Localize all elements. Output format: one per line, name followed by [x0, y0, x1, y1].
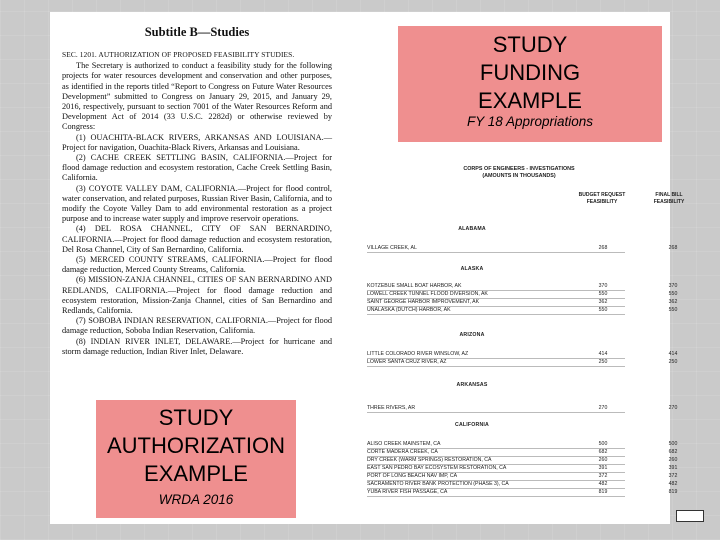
project-name: THREE RIVERS, AR	[367, 405, 416, 411]
project-name: LITTLE COLORADO RIVER WINSLOW, AZ	[367, 351, 469, 357]
table-title	[454, 166, 584, 180]
callout-line: STUDY	[492, 32, 568, 57]
project-name: PORT OF LONG BEACH NAV IMP, CA	[367, 473, 458, 479]
project-name: EAST SAN PEDRO BAY ECOSYSTEM RESTORATION, CA	[367, 465, 507, 471]
column-header-final-line1: FINAL BILL	[655, 192, 683, 198]
final-bill-value: 682	[668, 449, 678, 455]
law-intro: The Secretary is authorized to conduct a feasibility study for the following projects for water resources development and conservation and other purposes, as identified in the reports titled “Report to Congress on Future Water Resources Development” submitted to Congress on January 29, 2015, and January 29, 2016, respectively, pursuant to section 7001 of the Water Resources Reform and Development Act of 2014 (33 U.S.C. 2282d) or otherwise reviewed by Congress:	[62, 61, 332, 132]
project-name: LOWER SANTA CRUZ RIVER, AZ	[367, 359, 447, 365]
law-subtitle: Subtitle B—Studies	[144, 25, 250, 39]
table-row	[367, 480, 687, 488]
row-divider	[367, 366, 625, 367]
section-heading: SEC. 1201. AUTHORIZATION OF PROPOSED FEASIBILITY STUDIES.	[62, 50, 295, 59]
column-header-final-line2: FEASIBILITY	[653, 198, 685, 205]
column-header-final	[647, 192, 691, 205]
appropriations-table	[362, 158, 692, 518]
row-divider	[367, 412, 625, 413]
budget-request-value: 270	[598, 405, 608, 411]
project-name: YUBA RIVER FISH PASSAGE, CA	[367, 489, 448, 495]
state-heading: ARKANSAS	[456, 382, 488, 388]
callout-line: AUTHORIZATION	[106, 433, 286, 458]
study-funding-caption: FY 18 Appropriations	[466, 114, 594, 129]
final-bill-value: 550	[668, 291, 678, 297]
final-bill-value: 414	[668, 351, 678, 357]
final-bill-value: 819	[668, 489, 678, 495]
budget-request-value: 550	[598, 307, 608, 313]
study-authorization-title	[96, 404, 296, 488]
law-item: (1) OUACHITA-BLACK RIVERS, ARKANSAS AND LOUISIANA.—Project for navigation, Ouachita-Black Rivers, Arkansas and Louisiana.	[62, 132, 332, 152]
state-heading: ARIZONA	[459, 332, 485, 338]
row-divider	[367, 252, 625, 253]
project-name: DRY CREEK (WARM SPRINGS) RESTORATION, CA	[367, 457, 492, 463]
project-name: SAINT GEORGE HARBOR IMPROVEMENT, AK	[367, 299, 480, 305]
budget-request-value: 682	[598, 449, 608, 455]
final-bill-value: 260	[668, 457, 678, 463]
table-title-text: CORPS OF ENGINEERS - INVESTIGATIONS	[463, 166, 575, 172]
law-item: (4) DEL ROSA CHANNEL, CITY OF SAN BERNARDINO, CALIFORNIA.—Project for flood damage reduction and ecosystem restoration, Del Rosa Channel, City of San Bernardino, California.	[62, 224, 332, 254]
budget-request-value: 482	[598, 481, 608, 487]
budget-request-value: 414	[598, 351, 608, 357]
project-name: SACRAMENTO RIVER BANK PROTECTION (PHASE 3), CA	[367, 481, 509, 487]
budget-request-value: 260	[598, 457, 608, 463]
table-row	[367, 456, 687, 464]
table-row	[367, 448, 687, 456]
page-stamp-icon	[676, 510, 704, 522]
budget-request-value: 250	[598, 359, 608, 365]
final-bill-value: 370	[668, 283, 678, 289]
project-name: UNALASKA (DUTCH) HARBOR, AK	[367, 307, 451, 313]
project-name: CORTE MADERA CREEK, CA	[367, 449, 438, 455]
law-item: (8) INDIAN RIVER INLET, DELAWARE.—Project for hurricane and storm damage reduction, Indian River Inlet, Delaware.	[62, 336, 332, 356]
final-bill-value: 250	[668, 359, 678, 365]
table-row	[367, 306, 687, 314]
final-bill-value: 362	[668, 299, 678, 305]
budget-request-value: 370	[598, 283, 608, 289]
project-name: LOWELL CREEK TUNNEL FLOOD DIVERSION, AK	[367, 291, 488, 297]
project-name: KOTZEBUE SMALL BOAT HARBOR, AK	[367, 283, 462, 289]
column-header-budget	[572, 192, 632, 205]
column-header-budget-line1: BUDGET REQUEST	[578, 192, 626, 198]
project-name: VILLAGE CREEK, AL	[367, 245, 417, 251]
table-row	[367, 290, 687, 298]
final-bill-value: 500	[668, 441, 678, 447]
budget-request-value: 500	[598, 441, 608, 447]
callout-line: STUDY	[158, 405, 234, 430]
final-bill-value: 550	[668, 307, 678, 313]
final-bill-value: 270	[668, 405, 678, 411]
callout-line: FUNDING	[479, 60, 581, 85]
row-divider	[367, 496, 625, 497]
table-row	[367, 350, 687, 358]
callout-line: EXAMPLE	[478, 88, 582, 113]
table-row	[367, 464, 687, 472]
column-header-budget-line2: FEASIBILITY	[586, 198, 618, 205]
budget-request-value: 819	[598, 489, 608, 495]
table-row	[367, 404, 687, 412]
study-funding-callout	[398, 26, 662, 142]
state-heading: ALABAMA	[458, 226, 486, 232]
row-divider	[367, 314, 625, 315]
table-row	[367, 244, 687, 252]
budget-request-value: 550	[598, 291, 608, 297]
state-heading: ALASKA	[460, 266, 484, 272]
budget-request-value: 372	[598, 473, 608, 479]
table-row	[367, 298, 687, 306]
budget-request-value: 362	[598, 299, 608, 305]
final-bill-value: 482	[668, 481, 678, 487]
law-item: (2) CACHE CREEK SETTLING BASIN, CALIFORNIA.—Project for flood damage reduction and ecosystem restoration, Cache Creek Settling Basin, California.	[62, 153, 332, 183]
table-row	[367, 440, 687, 448]
callout-line: EXAMPLE	[144, 461, 248, 486]
final-bill-value: 391	[668, 465, 678, 471]
final-bill-value: 372	[668, 473, 678, 479]
state-heading: CALIFORNIA	[455, 422, 489, 428]
project-name: ALISO CREEK MAINSTEM, CA	[367, 441, 441, 447]
study-authorization-caption: WRDA 2016	[158, 492, 234, 507]
law-item: (6) MISSION-ZANJA CHANNEL, CITIES OF SAN BERNARDINO AND REDLANDS, CALIFORNIA.—Project for flood damage reduction and ecosystem restoration, Mission-Zanja Channel, cities of San Bernardino and Redlands, California.	[62, 275, 332, 316]
law-item: (7) SOBOBA INDIAN RESERVATION, CALIFORNIA.—Project for flood damage reduction, Soboba Indian Reservation, California.	[62, 316, 332, 336]
budget-request-value: 268	[598, 245, 608, 251]
table-subtitle: (AMOUNTS IN THOUSANDS)	[482, 173, 556, 179]
table-row	[367, 488, 687, 496]
law-item: (5) MERCED COUNTY STREAMS, CALIFORNIA.—Project for flood damage reduction, Merced County Streams, California.	[62, 255, 332, 275]
wrda-law-excerpt	[62, 18, 332, 390]
study-funding-title	[398, 31, 662, 115]
study-authorization-callout	[96, 400, 296, 518]
law-item: (3) COYOTE VALLEY DAM, CALIFORNIA.—Project for flood control, water conservation, and related purposes, Russian River Basin, California, and to modify the Coyote Valley Dam to add environmental restoration as a project purpose and to increase water supply and improve reservoir operations.	[62, 183, 332, 224]
table-row	[367, 358, 687, 366]
budget-request-value: 391	[598, 465, 608, 471]
final-bill-value: 268	[668, 245, 678, 251]
table-row	[367, 282, 687, 290]
table-row	[367, 472, 687, 480]
